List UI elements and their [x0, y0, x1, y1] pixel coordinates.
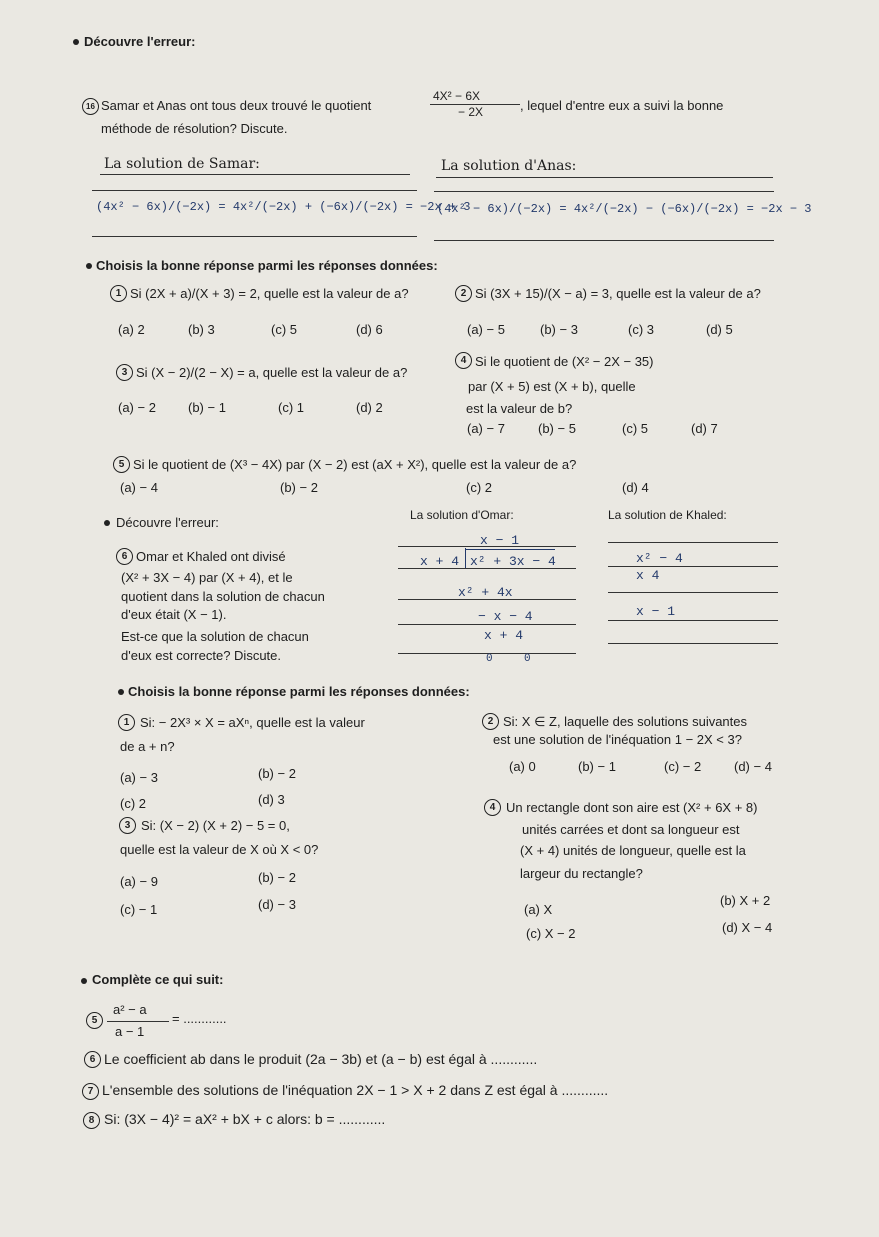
q16-text-b: , lequel d'entre eux a suivi la bonne: [520, 98, 724, 113]
samar-solution-title: La solution de Samar:: [104, 156, 260, 172]
heading-choisis-1: Choisis la bonne réponse parmi les réponses données:: [96, 258, 438, 273]
omar-subtract-1: x² + 4x: [458, 585, 513, 600]
q1b-line2: de a + n?: [120, 739, 175, 754]
q2-option-b[interactable]: (b) − 3: [540, 322, 578, 337]
q1-option-b[interactable]: (b) 3: [188, 322, 215, 337]
q2-text: Si (3X + 15)/(X − a) = 3, quelle est la valeur de a?: [475, 286, 761, 301]
q3b-option-c[interactable]: (c) − 1: [120, 902, 158, 917]
q2b-option-c[interactable]: (c) − 2: [664, 759, 702, 774]
omar-result-2: 0: [524, 653, 531, 665]
heading-choisis-2: Choisis la bonne réponse parmi les réponses données:: [128, 684, 470, 699]
samar-solution-work: (4x² − 6x)/(−2x) = 4x²/(−2x) + (−6x)/(−2x) = −2x + 3: [96, 200, 471, 214]
q16-text-a: Samar et Anas ont tous deux trouvé le quotient: [101, 98, 372, 113]
q1b-option-b[interactable]: (b) − 2: [258, 766, 296, 781]
q6-line5: Est-ce que la solution de chacun: [121, 629, 309, 644]
heading-complete: Complète ce qui suit:: [92, 972, 224, 987]
q3b-option-d[interactable]: (d) − 3: [258, 897, 296, 912]
q4-line3: est la valeur de b?: [466, 401, 573, 416]
q6-line3: quotient dans la solution de chacun: [121, 589, 325, 604]
q2b-option-d[interactable]: (d) − 4: [734, 759, 772, 774]
question-number-6c: 6: [84, 1051, 101, 1068]
q2b-line1: Si: X ∈ Z, laquelle des solutions suivantes: [503, 714, 748, 729]
q1-option-d[interactable]: (d) 6: [356, 322, 383, 337]
q1-text: Si (2X + a)/(X + 3) = 2, quelle est la valeur de a?: [130, 286, 409, 301]
omar-divisor: x + 4: [420, 554, 460, 569]
khaled-solution-title: La solution de Khaled:: [608, 508, 727, 522]
question-number-4: 4: [455, 352, 472, 369]
question-number-7c: 7: [82, 1083, 99, 1100]
q4-line2: par (X + 5) est (X + b), quelle: [468, 379, 636, 394]
question-number-1b: 1: [118, 714, 135, 731]
question-number-2b: 2: [482, 713, 499, 730]
q4-option-a[interactable]: (a) − 7: [467, 421, 505, 436]
q5-option-a[interactable]: (a) − 4: [120, 480, 158, 495]
q4-line1: Si le quotient de (X² − 2X − 35): [475, 354, 654, 369]
anas-solution-title: La solution d'Anas:: [441, 158, 577, 174]
q3-option-a[interactable]: (a) − 2: [118, 400, 156, 415]
q2b-line2: est une solution de l'inéquation 1 − 2X < 3?: [493, 732, 742, 747]
q3b-line2: quelle est la valeur de X où X < 0?: [120, 842, 319, 857]
heading-decouvre-1: Découvre l'erreur:: [84, 34, 196, 49]
khaled-line-2: x 4: [636, 568, 660, 583]
question-number-2: 2: [455, 285, 472, 302]
q3-option-d[interactable]: (d) 2: [356, 400, 383, 415]
q2b-option-a[interactable]: (a) 0: [509, 759, 536, 774]
omar-remainder-1: − x − 4: [478, 609, 533, 624]
q4b-option-c[interactable]: (c) X − 2: [526, 926, 576, 941]
omar-quotient: x − 1: [480, 533, 520, 548]
q1b-option-c[interactable]: (c) 2: [120, 796, 146, 811]
omar-subtract-2: x + 4: [484, 628, 524, 643]
q16-fraction-num: 4X² − 6X: [433, 89, 481, 103]
q7c-text: L'ensemble des solutions de l'inéquation 2X − 1 > X + 2 dans Z est égal à ............: [102, 1082, 609, 1098]
q4-option-b[interactable]: (b) − 5: [538, 421, 576, 436]
q1b-line1: Si: − 2X³ × X = aXⁿ, quelle est la valeur: [140, 715, 365, 730]
q6-line6: d'eux est correcte? Discute.: [121, 648, 281, 663]
q2b-option-b[interactable]: (b) − 1: [578, 759, 616, 774]
q3-option-b[interactable]: (b) − 1: [188, 400, 226, 415]
q4b-option-d[interactable]: (d) X − 4: [722, 920, 773, 935]
q4-option-c[interactable]: (c) 5: [622, 421, 648, 436]
q6-line4: d'eux était (X − 1).: [121, 607, 227, 622]
heading-decouvre-2: Découvre l'erreur:: [116, 515, 219, 530]
q2-option-a[interactable]: (a) − 5: [467, 322, 505, 337]
q5-option-c[interactable]: (c) 2: [466, 480, 492, 495]
q4b-option-b[interactable]: (b) X + 2: [720, 893, 771, 908]
q5c-numerator: a² − a: [113, 1002, 147, 1017]
q4b-line2: unités carrées et dont sa longueur est: [522, 822, 740, 837]
q1b-option-a[interactable]: (a) − 3: [120, 770, 158, 785]
q4b-line3: (X + 4) unités de longueur, quelle est la: [520, 843, 746, 858]
question-number-16: 16: [82, 98, 99, 115]
question-number-4b: 4: [484, 799, 501, 816]
q1-option-c[interactable]: (c) 5: [271, 322, 297, 337]
bullet-icon: [81, 978, 87, 984]
bullet-icon: [118, 689, 124, 695]
q5c-denominator: a − 1: [115, 1024, 145, 1039]
question-number-6: 6: [116, 548, 133, 565]
omar-solution-title: La solution d'Omar:: [410, 508, 514, 522]
anas-solution-work: (4x² − 6x)/(−2x) = 4x²/(−2x) − (−6x)/(−2x) = −2x − 3: [437, 202, 812, 216]
q3b-option-a[interactable]: (a) − 9: [120, 874, 158, 889]
q5c-answer-blank[interactable]: = ............: [172, 1011, 227, 1026]
q3b-option-b[interactable]: (b) − 2: [258, 870, 296, 885]
q1-option-a[interactable]: (a) 2: [118, 322, 145, 337]
khaled-line-3: x − 1: [636, 604, 676, 619]
q6-line2: (X² + 3X − 4) par (X + 4), et le: [121, 570, 293, 585]
q4b-option-a[interactable]: (a) X: [524, 902, 553, 917]
bullet-icon: [104, 520, 110, 526]
q4b-line1: Un rectangle dont son aire est (X² + 6X + 8): [506, 800, 758, 815]
q8c-text: Si: (3X − 4)² = aX² + bX + c alors: b = ............: [104, 1111, 386, 1127]
question-number-5c: 5: [86, 1012, 103, 1029]
q5c-fraction-bar: [107, 1021, 169, 1022]
question-number-3b: 3: [119, 817, 136, 834]
q16-fraction-den: − 2X: [458, 105, 484, 119]
q16-text-c: méthode de résolution? Discute.: [101, 121, 288, 136]
q5-option-b[interactable]: (b) − 2: [280, 480, 318, 495]
q3-option-c[interactable]: (c) 1: [278, 400, 304, 415]
question-number-5: 5: [113, 456, 130, 473]
q4b-line4: largeur du rectangle?: [520, 866, 643, 881]
q2-option-d[interactable]: (d) 5: [706, 322, 733, 337]
question-number-8c: 8: [83, 1112, 100, 1129]
q2-option-c[interactable]: (c) 3: [628, 322, 654, 337]
question-number-1: 1: [110, 285, 127, 302]
q5-option-d[interactable]: (d) 4: [622, 480, 649, 495]
q3b-line1: Si: (X − 2) (X + 2) − 5 = 0,: [141, 818, 290, 833]
q6c-text: Le coefficient ab dans le produit (2a − 3b) et (a − b) est égal à ............: [104, 1051, 538, 1067]
q5-text: Si le quotient de (X³ − 4X) par (X − 2) est (aX + X²), quelle est la valeur de a?: [133, 457, 577, 472]
q4-option-d[interactable]: (d) 7: [691, 421, 718, 436]
khaled-line-1: x² − 4: [636, 551, 683, 566]
q3-text: Si (X − 2)/(2 − X) = a, quelle est la valeur de a?: [136, 365, 408, 380]
bullet-icon: [86, 263, 92, 269]
q6-line1: Omar et Khaled ont divisé: [136, 549, 286, 564]
question-number-3: 3: [116, 364, 133, 381]
omar-result-1: 0: [486, 653, 493, 665]
q1b-option-d[interactable]: (d) 3: [258, 792, 285, 807]
bullet-icon: [73, 39, 79, 45]
omar-dividend: x² + 3x − 4: [470, 554, 556, 569]
